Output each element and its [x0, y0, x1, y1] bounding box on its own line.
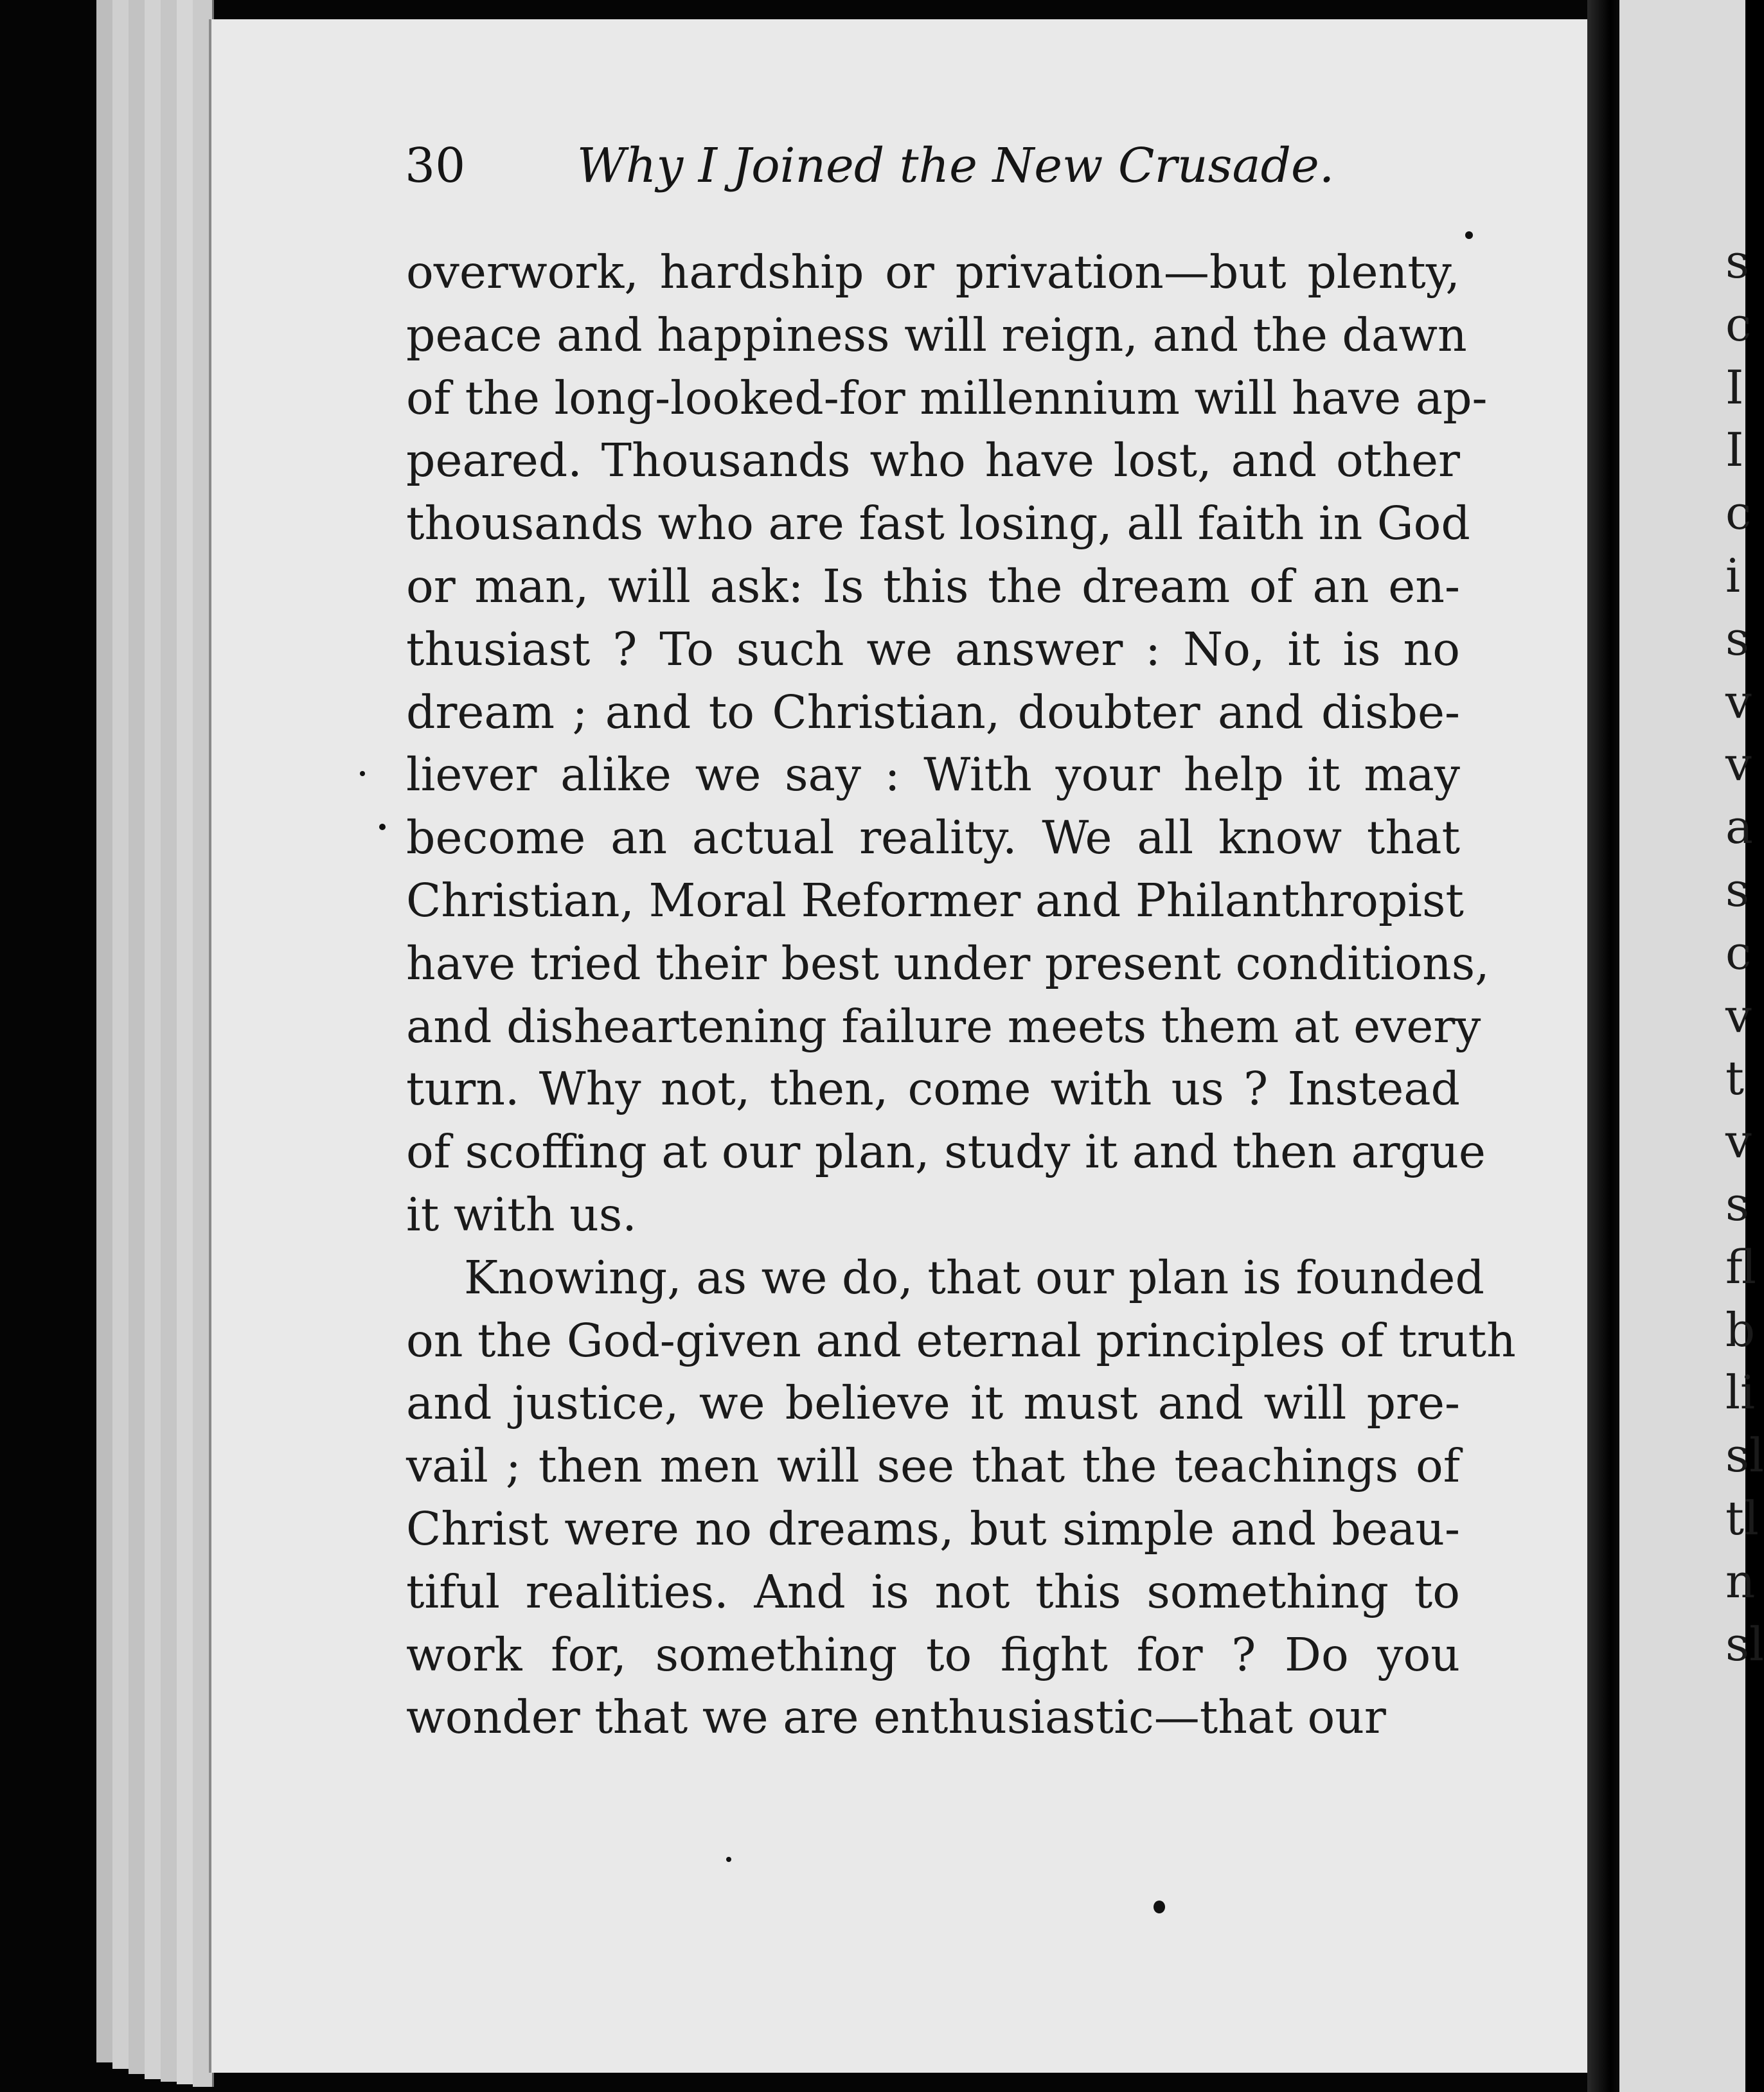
text-line: work for, something to fight for ? Do you	[406, 1627, 1460, 1681]
text-line: wonder that we are enthusiastic—that our	[406, 1690, 1386, 1744]
text-line: become an actual reality. We all know that	[406, 811, 1460, 865]
right-page-fragment: t	[1725, 1051, 1744, 1106]
right-page-fragment: c	[1725, 925, 1752, 980]
text-line: vail ; then men will see that the teachings of	[406, 1439, 1460, 1493]
right-page-fragment: s	[1725, 1177, 1749, 1231]
text-line: and justice, we believe it must and will pre-	[406, 1376, 1460, 1430]
text-line: overwork, hardship or privation—but plenty,	[406, 245, 1460, 299]
page-number: 30	[405, 138, 466, 193]
running-title: Why I Joined the New Crusade.	[576, 138, 1335, 193]
right-page-fragment: tl	[1725, 1491, 1759, 1545]
right-page-fragment: v	[1725, 988, 1752, 1043]
text-line: thousands who are fast losing, all faith in God	[406, 497, 1470, 551]
text-line: Christian, Moral Reformer and Philanthropist	[406, 873, 1464, 927]
text-line: tiful realities. And is not this something to	[406, 1565, 1460, 1618]
right-page-fragment: v	[1725, 1114, 1752, 1169]
right-page-fragment: v	[1725, 674, 1752, 729]
right-page-fragment: sl	[1725, 1617, 1764, 1671]
right-page-fragment: sl	[1725, 1428, 1764, 1483]
ink-speck	[1465, 231, 1473, 239]
right-page-fragment: li	[1725, 1365, 1756, 1420]
text-line: and disheartening failure meets them at every	[406, 999, 1481, 1053]
right-page-fragment: I	[1725, 423, 1744, 477]
right-page-fragment: n	[1725, 1554, 1756, 1608]
text-line: Knowing, as we do, that our plan is founded	[464, 1250, 1484, 1304]
ink-speck	[360, 771, 365, 776]
text-line: of scoffing at our plan, study it and then argue	[406, 1125, 1486, 1179]
text-line: on the God-given and eternal principles of truth	[406, 1313, 1516, 1367]
text-line: of the long-looked-for millennium will have ap-	[406, 371, 1488, 425]
text-line: liever alike we say : With your help it may	[406, 748, 1460, 802]
text-line: dream ; and to Christian, doubter and disbe-	[406, 685, 1460, 739]
ink-speck	[1154, 1901, 1165, 1913]
right-page-fragment: v	[1725, 737, 1752, 792]
text-line: thusiast ? To such we answer : No, it is no	[406, 622, 1460, 676]
ink-speck	[379, 824, 386, 830]
text-line: or man, will ask: Is this the dream of an en-	[406, 559, 1460, 613]
right-page-fragment: b	[1725, 1302, 1756, 1357]
page-header	[405, 138, 1334, 193]
right-page-fragment: I	[1725, 360, 1744, 414]
right-page-fragment: c	[1725, 486, 1752, 540]
text-line: turn. Why not, then, come with us ? Instead	[406, 1062, 1460, 1116]
text-line: it with us.	[406, 1187, 637, 1241]
right-page-fragment: s	[1725, 863, 1749, 917]
right-page-fragment: fl	[1725, 1239, 1757, 1294]
right-page-fragment: c	[1725, 297, 1752, 351]
right-page-fragment: a	[1725, 800, 1753, 855]
right-page-fragment: s	[1725, 235, 1749, 288]
ink-speck	[726, 1857, 731, 1862]
body-text	[406, 241, 1516, 1749]
right-page-fragment: s	[1725, 611, 1749, 666]
text-line: Christ were no dreams, but simple and beau-	[406, 1502, 1460, 1556]
text-line: peared. Thousands who have lost, and other	[406, 434, 1460, 488]
right-page-fragment: i	[1725, 549, 1741, 603]
text-line: peace and happiness will reign, and the dawn	[406, 308, 1467, 362]
text-line: have tried their best under present conditions,	[406, 936, 1490, 990]
